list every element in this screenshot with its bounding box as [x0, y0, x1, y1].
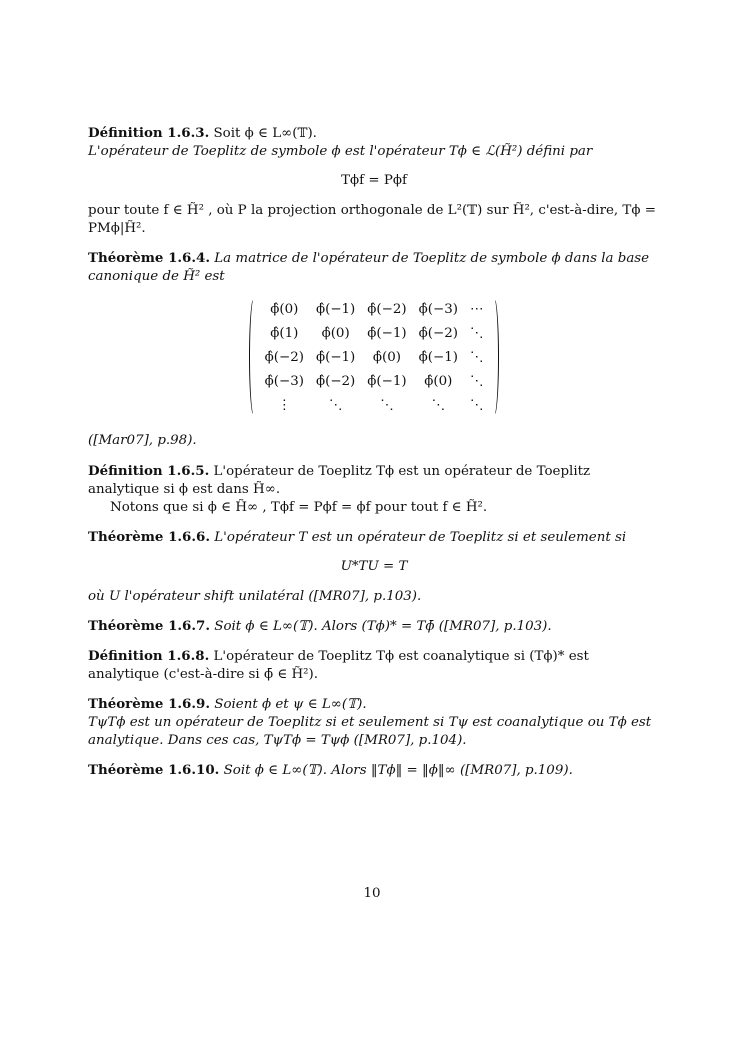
matrix-cell: ⋱ — [469, 325, 484, 341]
definition-heading: Définition 1.6.8. — [88, 648, 210, 664]
matrix-cell: ϕ̂(0) — [372, 349, 402, 365]
matrix-cell: ϕ̂(1) — [270, 325, 299, 341]
shift-remark: où U l'opérateur shift unilatéral ([MR07], p.103). — [88, 589, 422, 604]
matrix-cell: ⋯ — [469, 301, 484, 317]
theorem-1-6-10 — [88, 761, 660, 780]
matrix-cell: ϕ̂(−2) — [418, 325, 458, 341]
matrix-cell: ϕ̂(−3) — [264, 373, 304, 389]
definition-text: L'opérateur de Toeplitz Tϕ est coanalytique si (Tϕ)* est analytique (c'est-à-dire si ϕ̄ ∈ H̃²). — [88, 649, 589, 682]
theorem-body: TψTϕ est un opérateur de Toeplitz si et seulement si Tψ est coanalytique ou Tϕ est analytique. Dans ces cas, TψTϕ = Tψϕ ([MR07], p.104). — [88, 715, 652, 748]
equation-shift: U*TU = T — [340, 559, 408, 574]
page-content — [88, 124, 660, 791]
theorem-text: Soit ϕ ∈ L∞(𝕋). Alors ‖Tϕ‖ = ‖ϕ‖∞ ([MR07], p.109). — [223, 763, 573, 778]
matrix-cell: ϕ̂(−1) — [367, 373, 407, 389]
page-number: 10 — [363, 886, 381, 901]
equation-toeplitz: Tϕf = Pϕf — [341, 173, 407, 188]
matrix-row — [259, 345, 490, 369]
matrix-cell: ϕ̂(−1) — [418, 349, 458, 365]
matrix-cell: ⋱ — [469, 349, 484, 365]
theorem-1-6-7 — [88, 617, 660, 636]
matrix-cell: ϕ̂(−2) — [264, 349, 304, 365]
paragraph-projection: pour toute f ∈ H̃² , où P la projection orthogonale de L²(𝕋) sur H̃², c'est-à-dire, Tϕ = PMϕ|H̃². — [88, 203, 656, 236]
matrix-row — [259, 369, 490, 393]
citation-mar07: ([Mar07], p.98). — [88, 433, 197, 448]
matrix-cell: ϕ̂(−1) — [315, 301, 356, 317]
matrix-row — [259, 297, 490, 321]
theorem-text: L'opérateur T est un opérateur de Toeplitz si et seulement si — [214, 530, 627, 545]
matrix-cell: ⋱ — [469, 397, 484, 413]
definition-heading: Définition 1.6.5. — [88, 463, 210, 479]
matrix-cell: ϕ̂(0) — [424, 373, 453, 389]
definition-body: L'opérateur de Toeplitz de symbole ϕ est l'opérateur Tϕ ∈ ℒ(H̃²) défini par — [88, 144, 593, 159]
matrix-cell: ϕ̂(−3) — [418, 301, 458, 317]
matrix-cell: ⋱ — [328, 397, 343, 413]
matrix-row — [259, 393, 490, 417]
definition-text: L'opérateur de Toeplitz Tϕ est un opérateur de Toeplitz analytique si ϕ est dans H̃∞. — [88, 464, 591, 497]
definition-1-6-5 — [88, 462, 660, 517]
matrix-cell: ϕ̂(0) — [270, 301, 299, 317]
matrix-cell: ⋱ — [431, 397, 445, 413]
matrix-cell: ϕ̂(−2) — [367, 301, 407, 317]
theorem-1-6-9 — [88, 695, 660, 750]
theorem-text: Soient ϕ et ψ ∈ L∞(𝕋). — [214, 697, 367, 712]
matrix-cell: ϕ̂(0) — [321, 325, 350, 341]
theorem-heading: Théorème 1.6.4. — [88, 250, 211, 266]
matrix-cell: ⋮ — [277, 397, 291, 413]
toeplitz-matrix — [88, 297, 660, 421]
definition-1-6-8 — [88, 647, 660, 684]
theorem-heading: Théorème 1.6.9. — [88, 696, 211, 712]
matrix-table — [259, 297, 490, 417]
theorem-heading: Théorème 1.6.6. — [88, 529, 211, 545]
matrix-cell: ϕ̂(−1) — [315, 349, 356, 365]
theorem-heading: Théorème 1.6.10. — [88, 762, 220, 778]
matrix-row — [259, 321, 490, 345]
matrix-cell: ϕ̂(−1) — [367, 325, 407, 341]
matrix-cell: ⋱ — [469, 373, 484, 389]
theorem-1-6-6 — [88, 528, 660, 547]
theorem-1-6-4 — [88, 249, 660, 286]
definition-heading: Définition 1.6.3. — [88, 125, 210, 141]
theorem-text: La matrice de l'opérateur de Toeplitz de symbole ϕ dans la base canonique de H̃² est — [88, 251, 650, 284]
theorem-text: Soit ϕ ∈ L∞(𝕋). Alors (Tϕ)* = Tϕ̄ ([MR07], p.103). — [214, 619, 552, 634]
note-analytic: Notons que si ϕ ∈ H̃∞ , Tϕf = Pϕf = ϕf pour tout f ∈ H̃². — [110, 500, 488, 515]
definition-1-6-3 — [88, 124, 660, 161]
definition-text: Soit ϕ ∈ L∞(𝕋). — [213, 126, 317, 141]
matrix-cell: ϕ̂(−2) — [315, 373, 356, 389]
theorem-heading: Théorème 1.6.7. — [88, 618, 211, 634]
matrix-cell: ⋱ — [380, 397, 394, 413]
